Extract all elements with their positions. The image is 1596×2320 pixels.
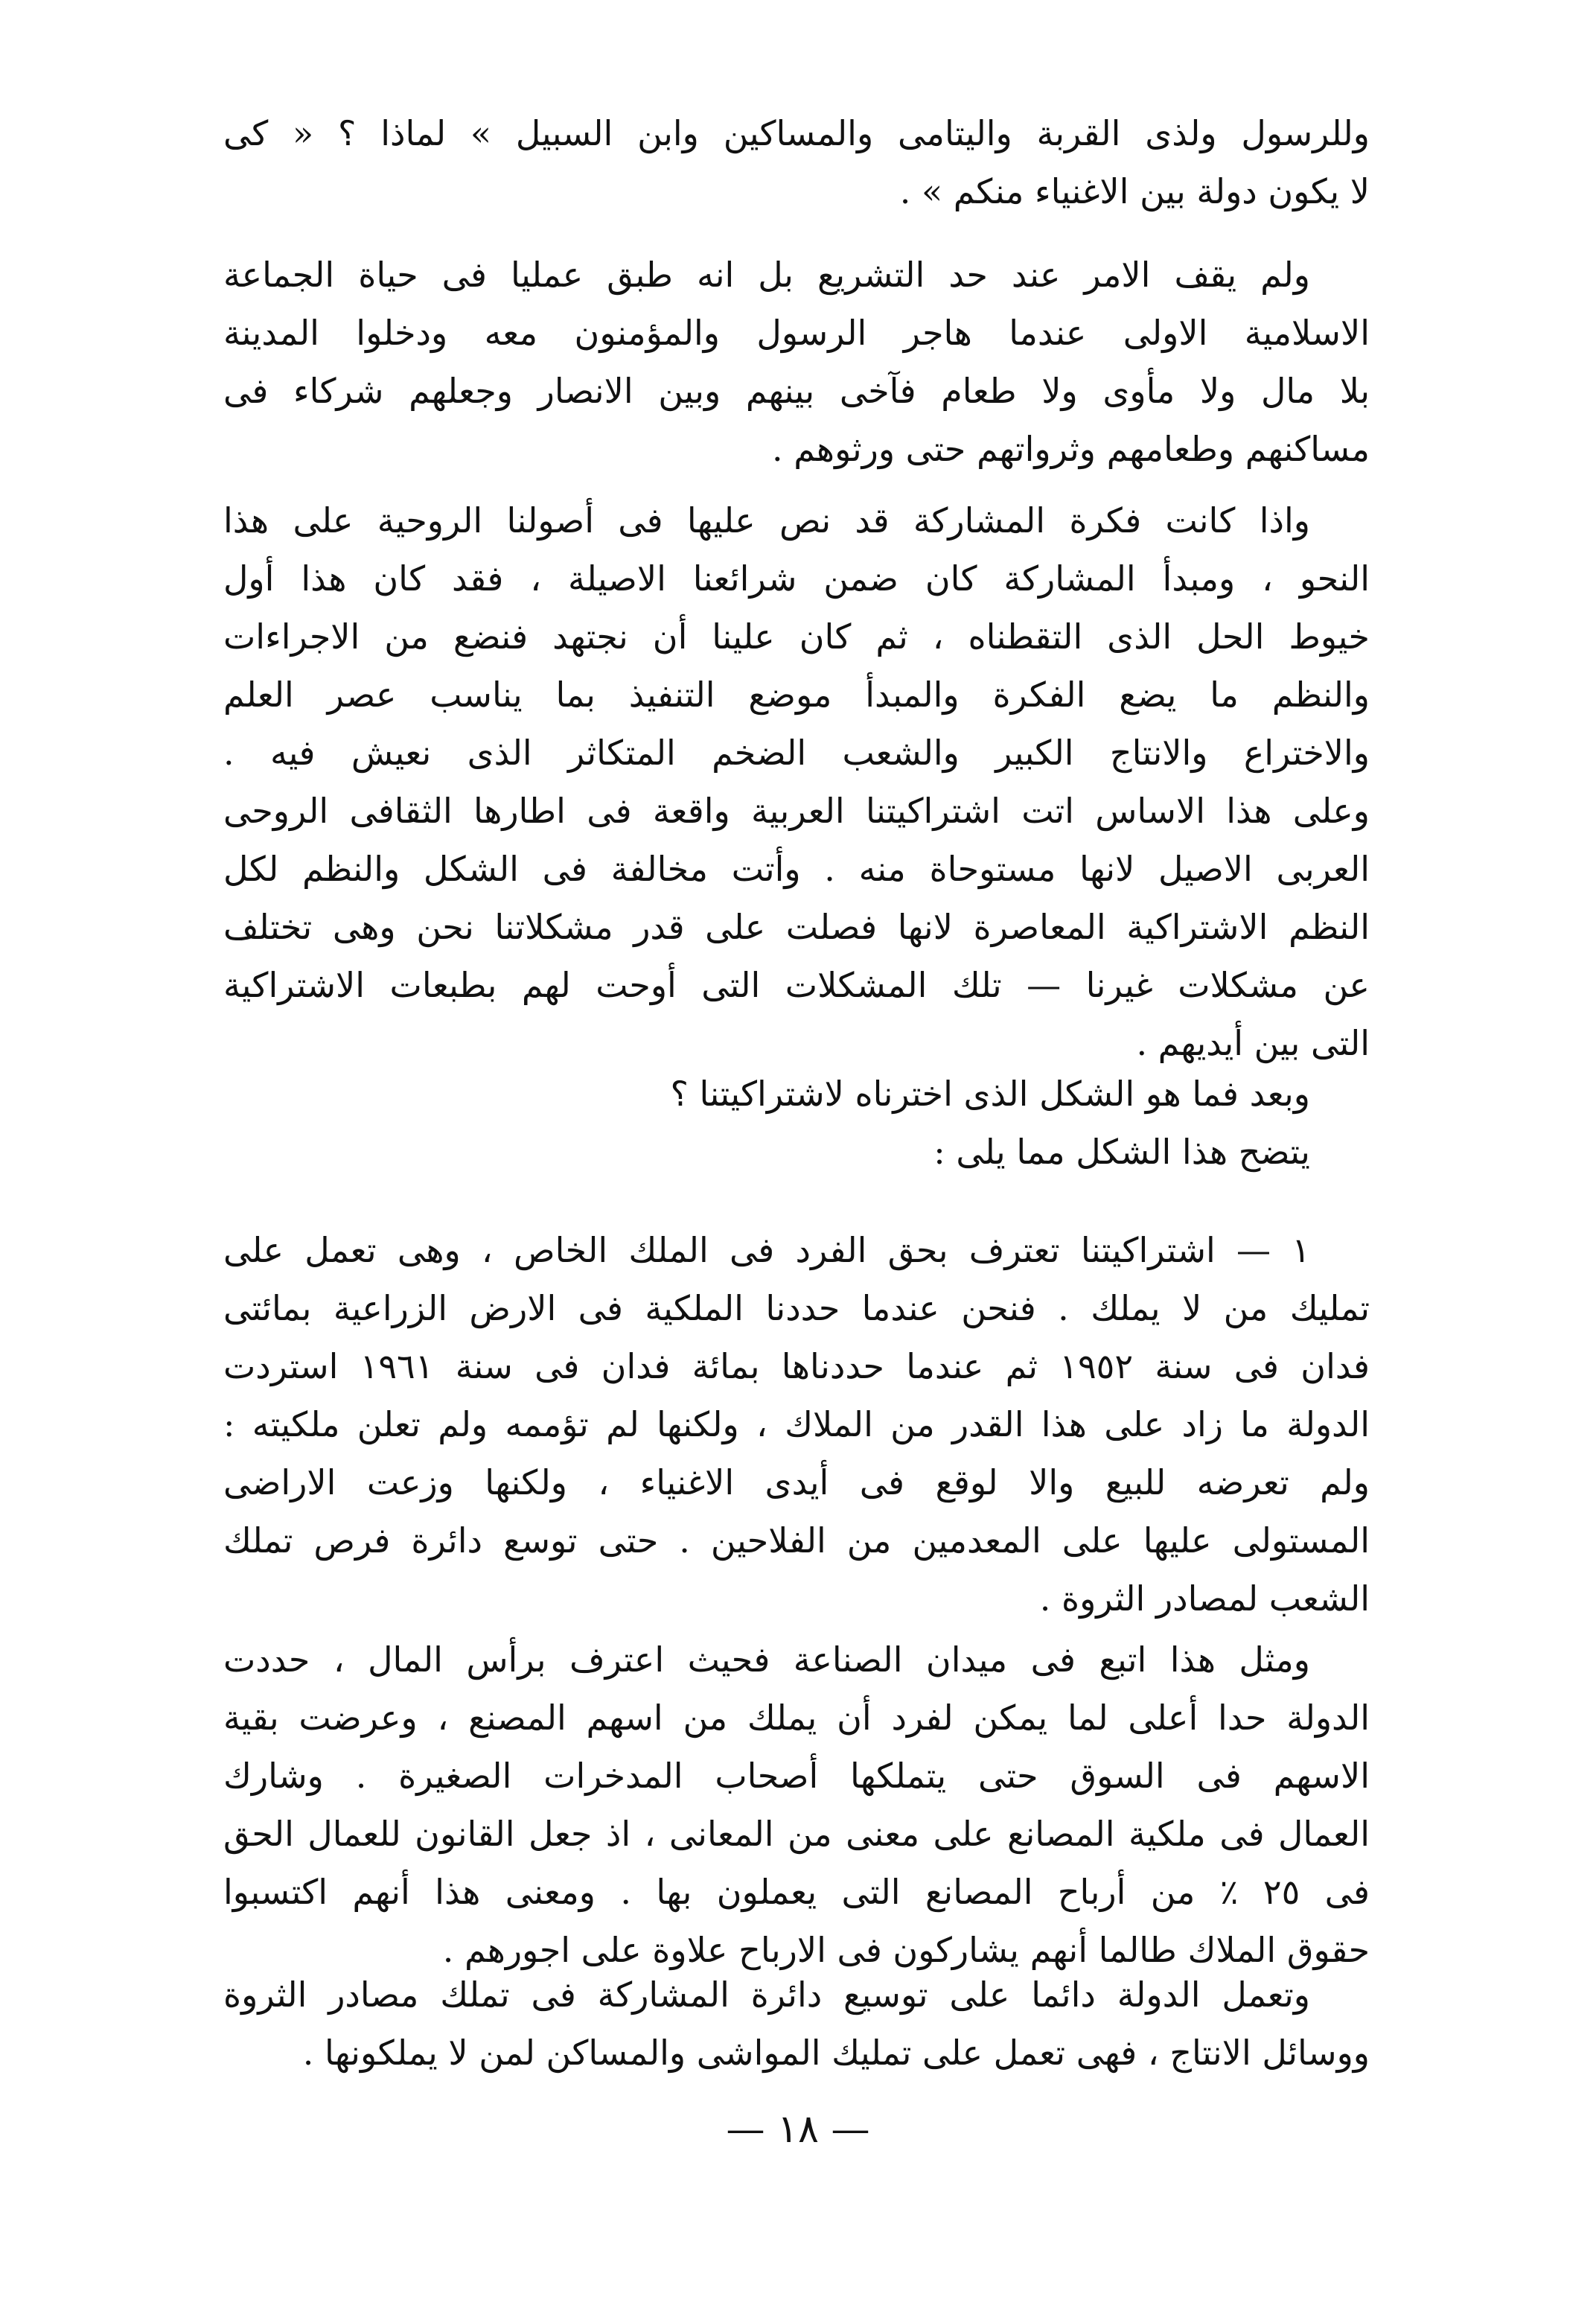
text-line: فدان فى سنة ١٩٥٢ ثم عندما حددناها بمائة فدان فى سنة ١٩٦١ استردت bbox=[223, 1346, 1370, 1386]
text-line: الدولة حدا أعلى لما يمكن لفرد أن يملك من اسهم المصنع ، وعرضت بقية bbox=[223, 1698, 1370, 1738]
text-line: ولم تعرضه للبيع والا لوقع فى أيدى الاغنياء ، ولكنها وزعت الاراضى bbox=[223, 1462, 1370, 1502]
page-number: — ١٨ — bbox=[726, 2107, 870, 2152]
text-line: الاسلامية الاولى عندما هاجر الرسول والمؤمنون معه ودخلوا المدينة bbox=[223, 313, 1370, 353]
text-line: وعلى هذا الاساس اتت اشتراكيتنا العربية واقعة فى اطارها الثقافى الروحى bbox=[223, 791, 1370, 831]
paragraph-1 bbox=[223, 104, 1370, 220]
text-line: واذا كانت فكرة المشاركة قد نص عليها فى أصولنا الروحية على هذا bbox=[223, 500, 1310, 541]
text-line: الشعب لمصادر الثروة . bbox=[1039, 1578, 1370, 1619]
text-line: الدولة ما زاد على هذا القدر من الملاك ، ولكنها لم تؤممه ولم تعلن ملكيته : bbox=[223, 1404, 1370, 1444]
text-line: النحو ، ومبدأ المشاركة كان ضمن شرائعنا الاصيلة ، فقد كان هذا أول bbox=[223, 558, 1370, 599]
paragraph-6 bbox=[223, 1631, 1370, 1979]
paragraph-3 bbox=[223, 491, 1370, 1072]
text-line: وبعد فما هو الشكل الذى اخترناه لاشتراكيتنا ؟ bbox=[670, 1074, 1310, 1114]
text-line: العمال فى ملكية المصانع على معنى من المعانى ، اذ جعل القانون للعمال الحق bbox=[223, 1814, 1370, 1854]
text-line: ١ — اشتراكيتنا تعترف بحق الفرد فى الملك الخاص ، وهى تعمل على bbox=[223, 1230, 1310, 1270]
text-line: مساكنهم وطعامهم وثرواتهم حتى ورثوهم . bbox=[771, 429, 1370, 469]
paragraph-5 bbox=[223, 1221, 1370, 1628]
text-line: عن مشكلات غيرنا — تلك المشكلات التى أوحت لهم بطبعات الاشتراكية bbox=[223, 965, 1370, 1005]
text-line: تمليك من لا يملك . فنحن عندما حددنا الملكية فى الارض الزراعية بمائتى bbox=[223, 1288, 1370, 1328]
text-line: وتعمل الدولة دائما على توسيع دائرة المشاركة فى تملك مصادر الثروة bbox=[223, 1975, 1310, 2015]
paragraph-7 bbox=[223, 1966, 1370, 2082]
text-line: خيوط الحل الذى التقطناه ، ثم كان علينا أن نجتهد فنضع من الاجراءات bbox=[223, 616, 1370, 657]
text-line: يتضح هذا الشكل مما يلى : bbox=[933, 1132, 1310, 1172]
text-line: بلا مال ولا مأوى ولا طعام فآخى بينهم وبين الانصار وجعلهم شركاء فى bbox=[223, 371, 1370, 411]
paragraph-2 bbox=[223, 246, 1370, 478]
text-line: ولم يقف الامر عند حد التشريع بل انه طبق عمليا فى حياة الجماعة bbox=[223, 255, 1310, 295]
text-line: حقوق الملاك طالما أنهم يشاركون فى الارباح علاوة على اجورهم . bbox=[442, 1930, 1370, 1970]
text-line: وللرسول ولذى القربة واليتامى والمساكين وابن السبيل » لماذا ؟ « كى bbox=[223, 113, 1370, 153]
text-line: التى بين أيديهم . bbox=[1136, 1023, 1370, 1063]
text-line: لا يكون دولة بين الاغنياء منكم » . bbox=[899, 171, 1370, 211]
text-line: النظم الاشتراكية المعاصرة لانها فصلت على قدر مشكلاتنا نحن وهى تختلف bbox=[223, 907, 1370, 947]
text-line: العربى الاصيل لانها مستوحاة منه . وأتت مخالفة فى الشكل والنظم لكل bbox=[223, 849, 1370, 889]
text-line: المستولى عليها على المعدمين من الفلاحين . حتى توسع دائرة فرص تملك bbox=[223, 1520, 1370, 1561]
paragraph-4 bbox=[223, 1065, 1370, 1181]
text-line: والنظم ما يضع الفكرة والمبدأ موضع التنفيذ بما يناسب عصر العلم bbox=[223, 675, 1370, 715]
text-line: ومثل هذا اتبع فى ميدان الصناعة فحيث اعترف برأس المال ، حددت bbox=[223, 1639, 1310, 1680]
text-line: ووسائل الانتاج ، فهى تعمل على تمليك المواشى والمساكن لمن لا يملكونها . bbox=[302, 2033, 1370, 2073]
text-line: الاسهم فى السوق حتى يتملكها أصحاب المدخرات الصغيرة . وشارك bbox=[223, 1756, 1370, 1796]
text-line: والاختراع والانتاج الكبير والشعب الضخم المتكاثر الذى نعيش فيه . bbox=[223, 733, 1370, 773]
text-line: فى ٢٥ ٪ من أرباح المصانع التى يعملون بها . ومعنى هذا أنهم اكتسبوا bbox=[223, 1872, 1370, 1912]
